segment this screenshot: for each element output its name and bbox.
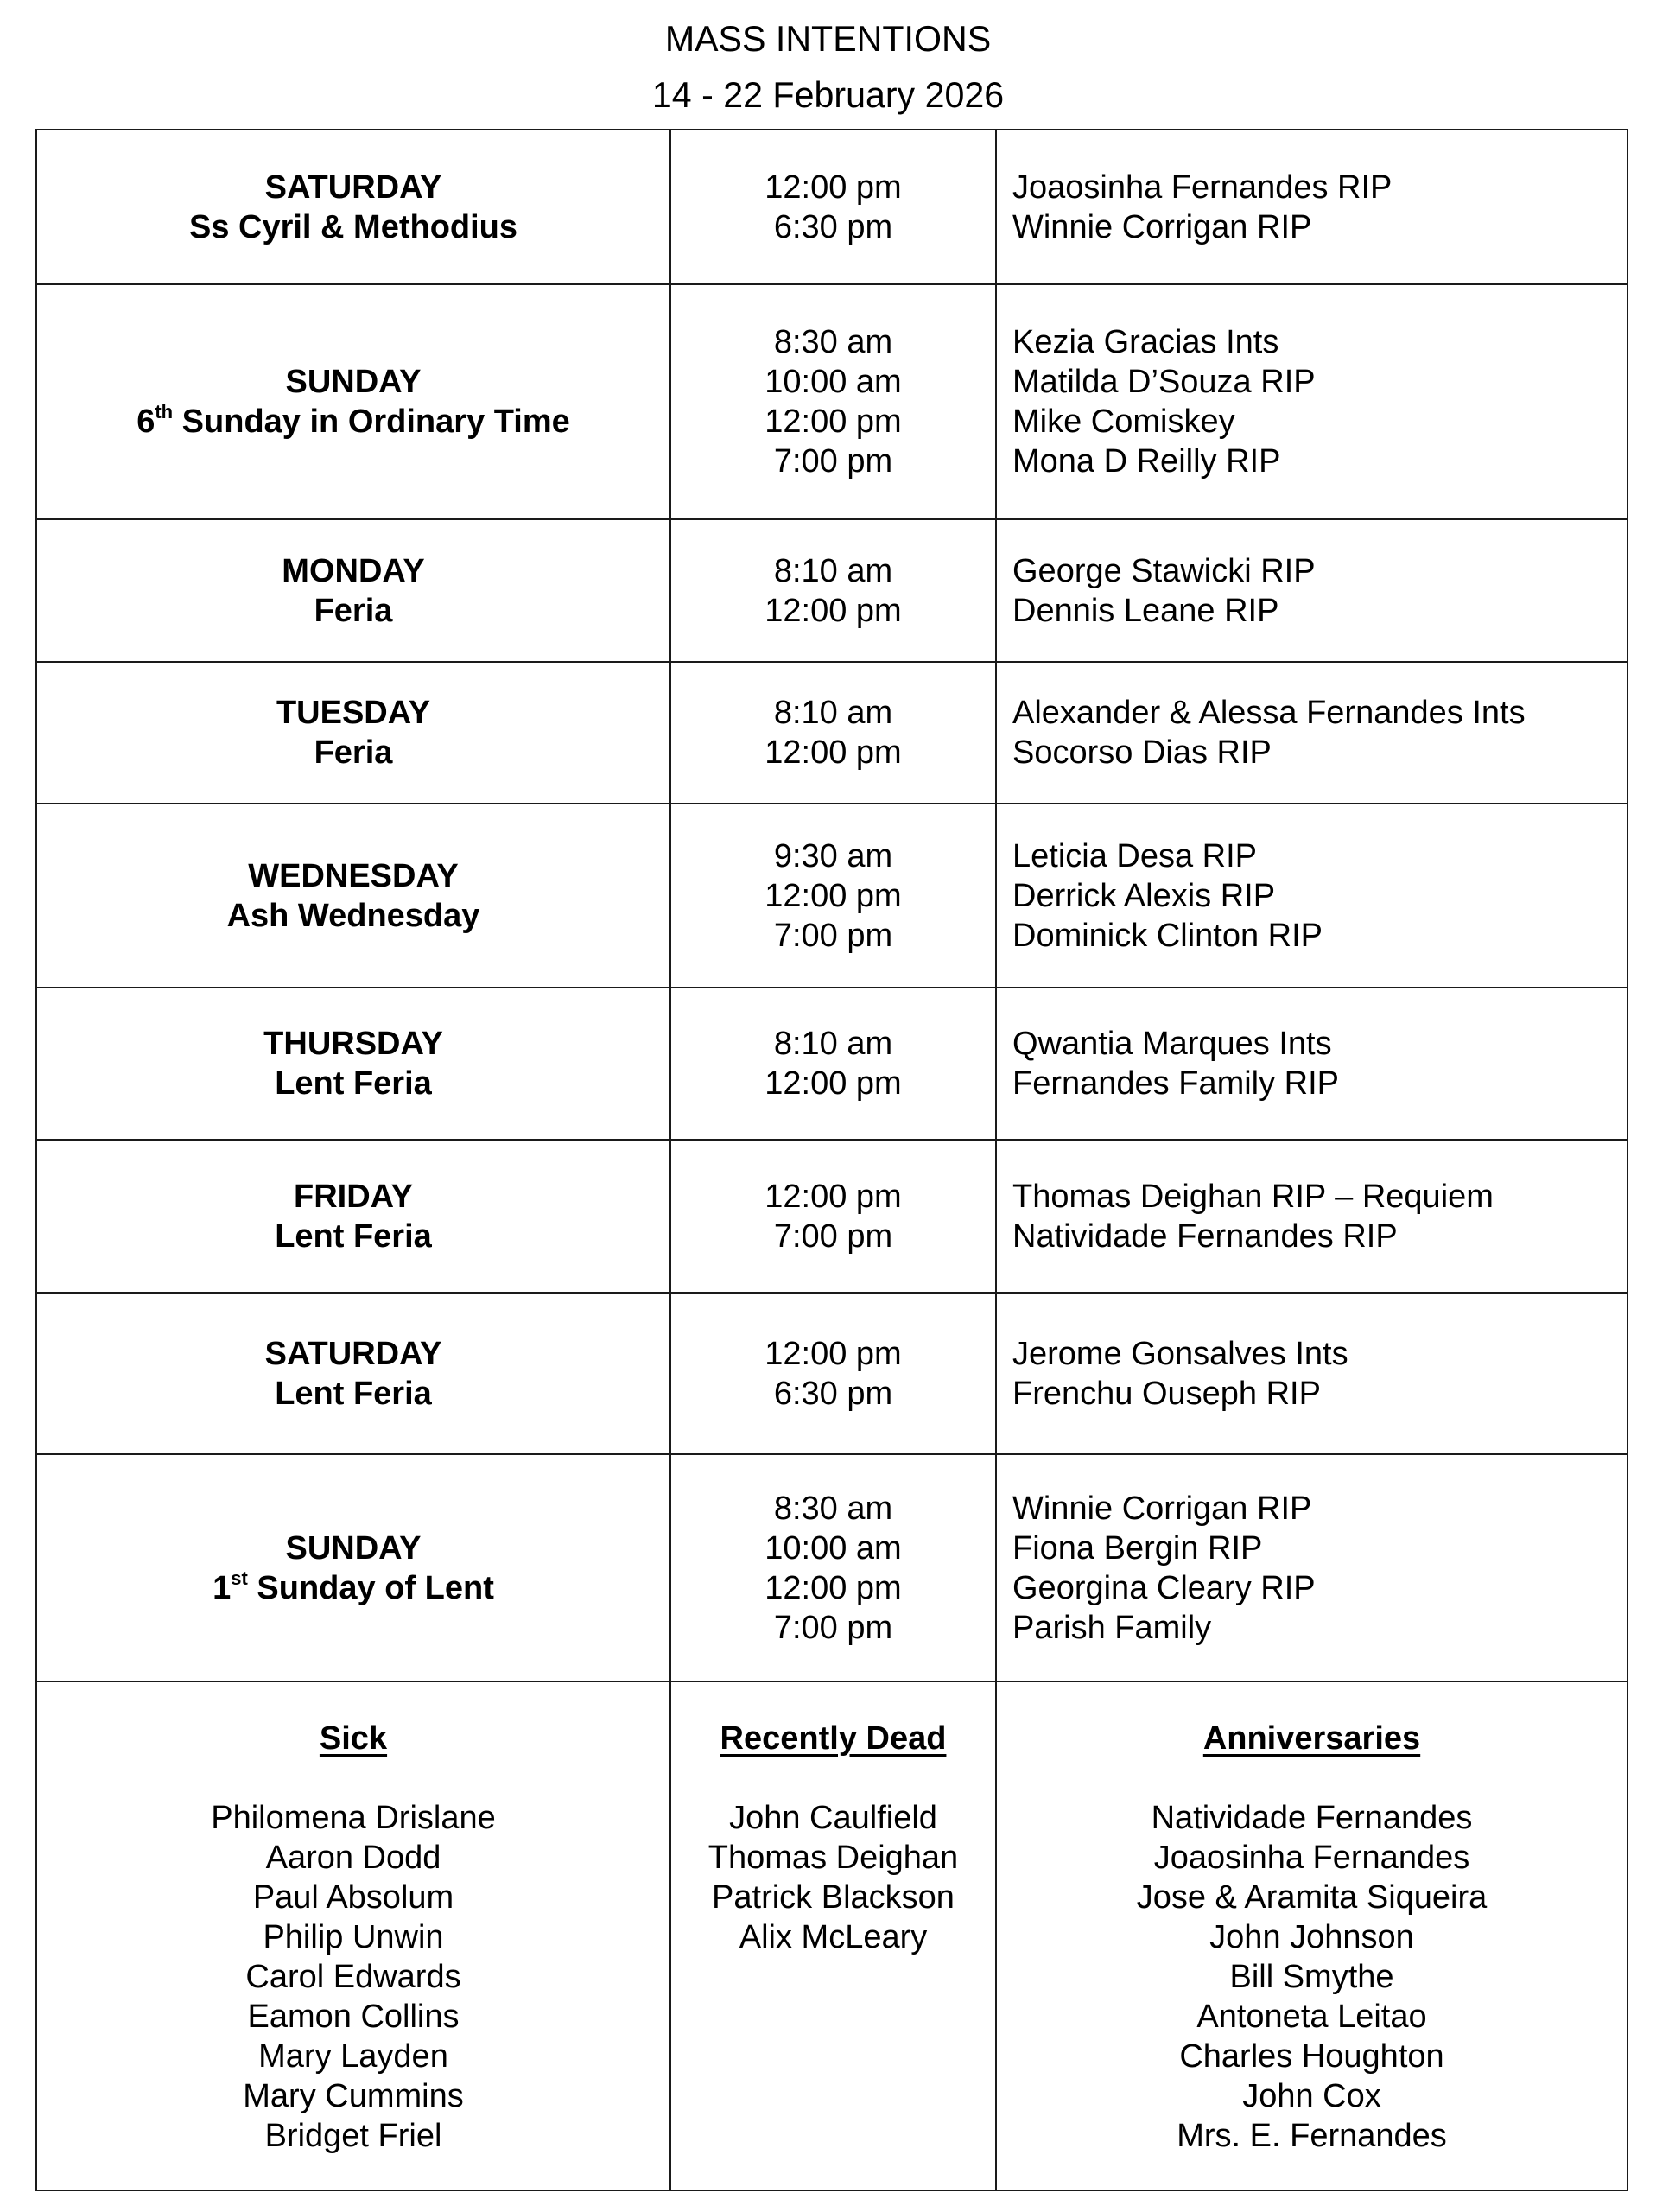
times-cell (670, 1454, 996, 1681)
intentions-cell (996, 284, 1627, 519)
feast-title: Ss Cyril & Methodius (188, 208, 518, 245)
day-cell (36, 1140, 670, 1293)
feast-name (37, 591, 669, 631)
name-item: Natividade Fernandes (1151, 1800, 1473, 1836)
feast-name (37, 1064, 669, 1103)
feast-ordinal: 6 (136, 404, 155, 440)
mass-time: 7:00 pm (773, 443, 893, 480)
schedule-row (36, 804, 1627, 988)
intentions-cell (996, 1293, 1627, 1454)
times-cell (670, 284, 996, 519)
mass-time: 6:30 pm (773, 1375, 893, 1412)
intentions-cell (996, 804, 1627, 988)
name-item: John Caulfield (729, 1800, 937, 1836)
feast-title: Lent Feria (275, 1065, 432, 1102)
feast-ordinal: 1 (213, 1569, 232, 1606)
feast-title: Sunday in Ordinary Time (173, 404, 570, 440)
times-cell (670, 519, 996, 662)
mass-time: 12:00 pm (765, 404, 902, 440)
name-item: Patrick Blackson (712, 1879, 955, 1916)
feast-title: Feria (314, 734, 393, 771)
name-item: Mrs. E. Fernandes (1177, 2118, 1447, 2154)
intention-item: Leticia Desa RIP (1012, 837, 1258, 874)
feast-name (37, 896, 669, 936)
feast-title: Sunday of Lent (247, 1569, 494, 1606)
times-cell (670, 988, 996, 1140)
schedule-row (36, 1454, 1627, 1681)
feast-name (37, 733, 669, 772)
feast-name (37, 207, 669, 247)
intention-item: Kezia Gracias Ints (1012, 324, 1279, 360)
mass-time: 8:30 am (773, 1490, 893, 1527)
name-item: Philip Unwin (263, 1919, 444, 1955)
day-name: WEDNESDAY (248, 857, 459, 894)
schedule-row (36, 662, 1627, 804)
intentions-cell (996, 1454, 1627, 1681)
name-item: Aaron Dodd (265, 1840, 441, 1876)
times-cell (670, 1293, 996, 1454)
mass-time: 12:00 pm (765, 168, 902, 206)
name-item: Alix McLeary (739, 1919, 928, 1955)
day-name: SUNDAY (285, 364, 422, 400)
intention-item: Dominick Clinton RIP (1012, 917, 1323, 954)
intention-item: Joaosinha Fernandes RIP (1012, 168, 1393, 206)
name-item: John Johnson (1209, 1919, 1414, 1955)
schedule-body (36, 130, 1627, 2190)
day-name: TUESDAY (276, 695, 431, 731)
day-cell (36, 988, 670, 1140)
intentions-cell (996, 519, 1627, 662)
intention-item: George Stawicki RIP (1012, 552, 1316, 589)
name-item: Bridget Friel (264, 2118, 442, 2154)
name-item: Jose & Aramita Siqueira (1136, 1879, 1488, 1916)
name-item: Bill Smythe (1229, 1959, 1394, 1995)
intention-item: Thomas Deighan RIP – Requiem (1012, 1178, 1494, 1215)
name-item: Mary Cummins (243, 2078, 464, 2114)
day-name: THURSDAY (263, 1026, 443, 1062)
schedule-row (36, 284, 1627, 519)
intention-item: Fernandes Family RIP (1012, 1065, 1340, 1102)
name-item: Eamon Collins (247, 1999, 460, 2035)
name-item: Mary Layden (258, 2038, 448, 2075)
name-item: John Cox (1242, 2078, 1381, 2114)
times-cell (670, 804, 996, 988)
recently-dead-list (670, 1681, 996, 2190)
day-cell (36, 662, 670, 804)
mass-time: 12:00 pm (765, 1335, 902, 1372)
mass-time: 10:00 am (765, 364, 902, 400)
mass-intentions-table (35, 129, 1628, 2191)
intentions-cell (996, 662, 1627, 804)
name-item: Charles Houghton (1179, 2038, 1444, 2075)
mass-time: 6:30 pm (773, 208, 893, 245)
feast-name (37, 1217, 669, 1256)
intention-item: Winnie Corrigan RIP (1012, 1490, 1312, 1527)
intention-item: Mona D Reilly RIP (1012, 443, 1281, 480)
day-cell (36, 284, 670, 519)
sick-list (36, 1681, 670, 2190)
mass-time: 7:00 pm (773, 917, 893, 954)
mass-time: 12:00 pm (765, 592, 902, 629)
page-title: MASS INTENTIONS (664, 18, 992, 59)
mass-time: 8:10 am (773, 1026, 893, 1062)
mass-time: 12:00 pm (765, 1065, 902, 1102)
name-item: Joaosinha Fernandes (1153, 1840, 1470, 1876)
day-cell (36, 130, 670, 284)
intention-item: Georgina Cleary RIP (1012, 1569, 1316, 1606)
name-item: Paul Absolum (252, 1879, 454, 1916)
intention-item: Winnie Corrigan RIP (1012, 208, 1312, 245)
anniversaries-names (997, 1798, 1627, 2156)
intention-item: Parish Family (1012, 1609, 1212, 1646)
schedule-row (36, 1140, 1627, 1293)
intentions-cell (996, 1140, 1627, 1293)
intentions-cell (996, 988, 1627, 1140)
intention-item: Fiona Bergin RIP (1012, 1529, 1263, 1567)
feast-name (37, 402, 669, 442)
feast-title: Feria (314, 592, 393, 629)
anniversaries-list (996, 1681, 1627, 2190)
sick-names (37, 1798, 669, 2156)
recently-dead-heading: Recently Dead (720, 1720, 947, 1757)
intention-item: Mike Comiskey (1012, 404, 1235, 440)
schedule-row (36, 1293, 1627, 1454)
name-item: Philomena Drislane (211, 1800, 496, 1836)
intention-item: Frenchu Ouseph RIP (1012, 1375, 1321, 1412)
schedule-row (36, 130, 1627, 284)
schedule-row (36, 519, 1627, 662)
times-cell (670, 1140, 996, 1293)
feast-title: Ash Wednesday (226, 897, 480, 934)
prayer-lists-row (36, 1681, 1627, 2190)
mass-time: 12:00 pm (765, 1178, 902, 1215)
sick-heading: Sick (319, 1720, 388, 1757)
day-name: FRIDAY (294, 1178, 413, 1215)
day-cell (36, 1454, 670, 1681)
mass-time: 12:00 pm (765, 877, 902, 914)
feast-title: Lent Feria (275, 1217, 432, 1255)
name-item: Antoneta Leitao (1196, 1999, 1427, 2035)
day-name: SUNDAY (285, 1529, 422, 1567)
mass-time: 12:00 pm (765, 734, 902, 771)
intentions-cell (996, 130, 1627, 284)
day-name: SATURDAY (264, 1335, 442, 1372)
date-range: 14 - 22 February 2026 (651, 74, 1005, 115)
mass-time: 7:00 pm (773, 1217, 893, 1255)
feast-name (37, 1374, 669, 1414)
mass-time: 8:30 am (773, 324, 893, 360)
intention-item: Natividade Fernandes RIP (1012, 1217, 1398, 1255)
feast-name (37, 1568, 669, 1608)
name-item: Carol Edwards (245, 1959, 461, 1995)
mass-time: 8:10 am (773, 695, 893, 731)
mass-time: 12:00 pm (765, 1569, 902, 1606)
feast-title: Lent Feria (275, 1375, 432, 1412)
day-name: MONDAY (282, 552, 425, 589)
day-cell (36, 1293, 670, 1454)
mass-time: 10:00 am (765, 1529, 902, 1567)
schedule-row (36, 988, 1627, 1140)
intention-item: Dennis Leane RIP (1012, 592, 1279, 629)
name-item: Thomas Deighan (707, 1840, 959, 1876)
day-name: SATURDAY (264, 168, 442, 206)
intention-item: Socorso Dias RIP (1012, 734, 1272, 771)
times-cell (670, 130, 996, 284)
day-cell (36, 804, 670, 988)
intention-item: Alexander & Alessa Fernandes Ints (1012, 695, 1526, 731)
mass-time: 7:00 pm (773, 1609, 893, 1646)
intention-item: Qwantia Marques Ints (1012, 1026, 1332, 1062)
intention-item: Derrick Alexis RIP (1012, 877, 1276, 914)
day-cell (36, 519, 670, 662)
mass-time: 8:10 am (773, 552, 893, 589)
feast-ordinal-suffix: st (231, 1567, 248, 1589)
recently-dead-names (671, 1798, 995, 1957)
intention-item: Jerome Gonsalves Ints (1012, 1335, 1348, 1372)
mass-time: 9:30 am (773, 837, 893, 874)
anniversaries-heading: Anniversaries (1202, 1720, 1421, 1757)
feast-ordinal-suffix: th (155, 401, 174, 423)
intention-item: Matilda D’Souza RIP (1012, 364, 1316, 400)
times-cell (670, 662, 996, 804)
